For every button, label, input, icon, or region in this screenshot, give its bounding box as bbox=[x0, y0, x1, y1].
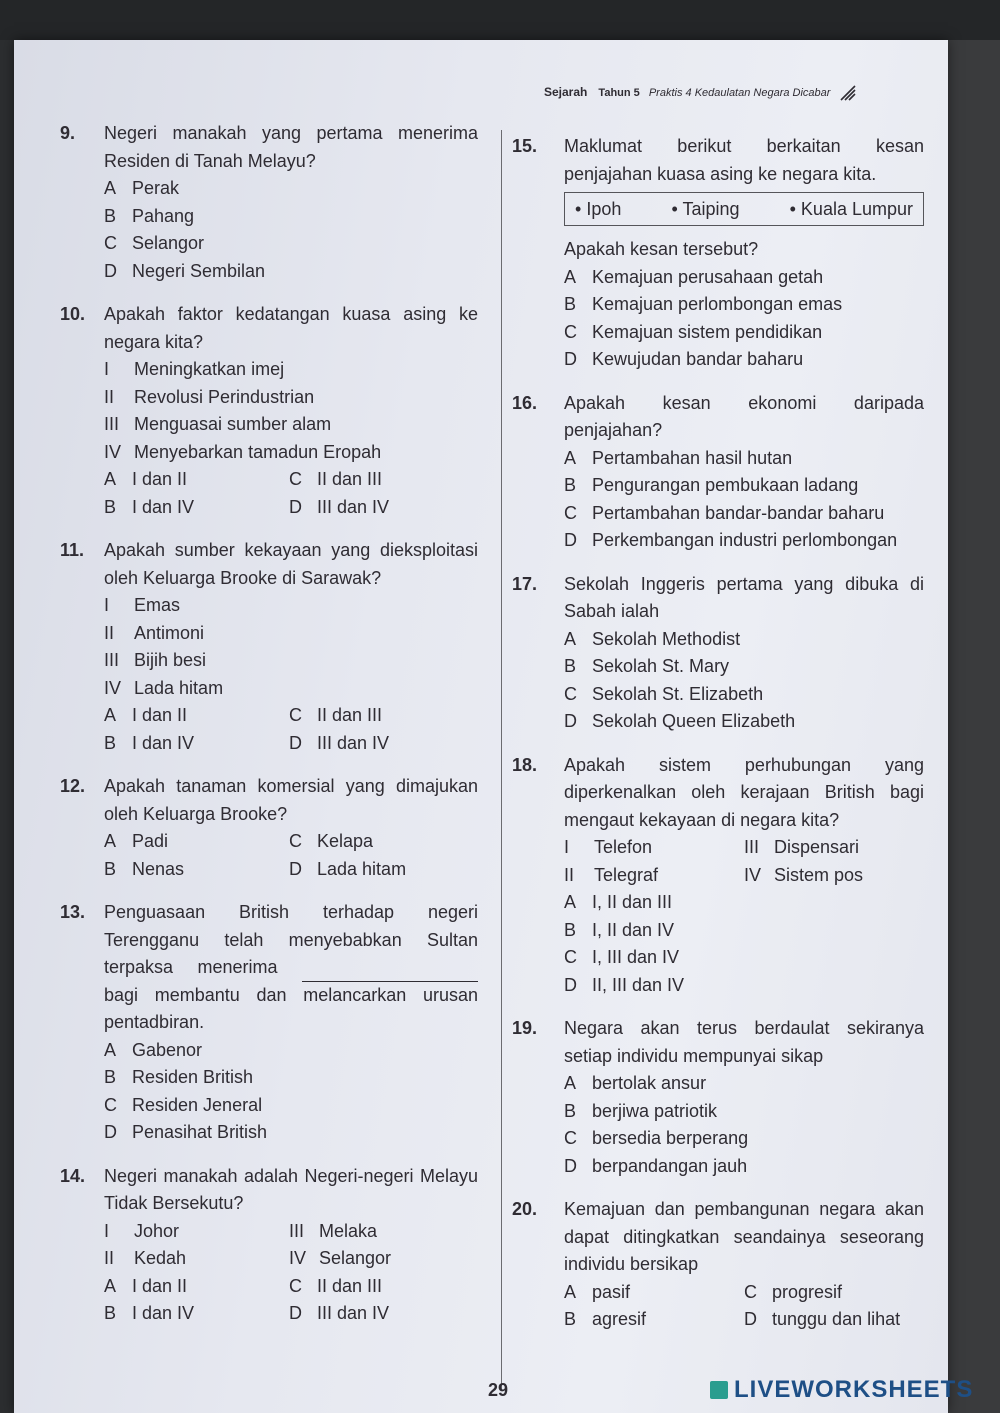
answer-option bbox=[104, 230, 478, 258]
answer-option bbox=[564, 972, 924, 1000]
question-gap bbox=[512, 999, 924, 1015]
question-gap bbox=[512, 1180, 924, 1196]
question-stem bbox=[60, 537, 478, 592]
question-stem bbox=[60, 1163, 478, 1218]
roman-statement bbox=[104, 356, 478, 384]
question-stem bbox=[512, 1015, 924, 1070]
roman-numeral: II bbox=[104, 386, 115, 407]
option-letter: B bbox=[564, 919, 577, 940]
roman-pair-row bbox=[564, 834, 924, 862]
option-text: Kemajuan perusahaan getah bbox=[592, 266, 824, 287]
roman-statement bbox=[289, 1218, 474, 1246]
question-text: Kemajuan dan pembangunan negara akan dapat ditingkatkan seandainya seseorang individu bersikap bbox=[564, 1199, 924, 1274]
question-number: 19. bbox=[512, 1018, 538, 1038]
option-text: Residen Jeneral bbox=[132, 1094, 263, 1115]
question-text-end: bagi membantu dan melancarkan urusan pentadbiran. bbox=[104, 984, 478, 1032]
answer-option bbox=[564, 1153, 924, 1181]
roman-statement bbox=[104, 647, 478, 675]
question-gap bbox=[512, 374, 924, 390]
roman-text: Menyebarkan tamadun Eropah bbox=[134, 441, 382, 462]
option-letter: C bbox=[289, 705, 302, 725]
option-letter: C bbox=[289, 469, 302, 489]
option-text: Pertambahan hasil hutan bbox=[592, 447, 793, 468]
answer-option bbox=[564, 291, 924, 319]
option-text: Kemajuan sistem pendidikan bbox=[592, 321, 823, 342]
answer-option bbox=[104, 856, 289, 884]
answer-option bbox=[104, 828, 289, 856]
option-letter: B bbox=[104, 732, 117, 753]
roman-text: Bijih besi bbox=[134, 650, 207, 670]
question-stem bbox=[512, 1196, 924, 1279]
roman-statement bbox=[744, 862, 924, 890]
roman-numeral: III bbox=[104, 650, 120, 670]
answer-option bbox=[564, 1279, 744, 1307]
option-pair-row bbox=[104, 466, 478, 494]
question-block bbox=[60, 773, 478, 883]
option-letter: A bbox=[104, 469, 117, 489]
roman-statement bbox=[564, 834, 744, 862]
option-letter: B bbox=[104, 858, 117, 879]
option-letter: B bbox=[564, 656, 577, 676]
option-text: bersedia berperang bbox=[592, 1128, 749, 1148]
question-text: Maklumat berikut berkaitan kesan penjajahan kuasa asing ke negara kita. bbox=[564, 136, 924, 184]
option-text: Sekolah St. Elizabeth bbox=[592, 683, 764, 704]
option-letter: D bbox=[564, 530, 577, 550]
option-letter: A bbox=[564, 628, 577, 649]
answer-option bbox=[104, 1119, 478, 1147]
option-letter: D bbox=[564, 1155, 577, 1176]
roman-text: Emas bbox=[134, 595, 181, 615]
question-stem bbox=[60, 899, 478, 1037]
answer-option bbox=[104, 1092, 478, 1120]
roman-text: Lada hitam bbox=[134, 677, 224, 698]
question-number: 20. bbox=[512, 1199, 538, 1219]
option-text: III dan IV bbox=[317, 1303, 390, 1323]
roman-statement bbox=[104, 592, 478, 620]
question-number: 11. bbox=[60, 540, 85, 560]
roman-statement bbox=[104, 1218, 289, 1246]
option-pair-row bbox=[104, 1300, 478, 1328]
option-pair-row bbox=[564, 1279, 924, 1307]
option-text: Selangor bbox=[132, 233, 205, 253]
option-letter: B bbox=[564, 1100, 577, 1121]
option-letter: B bbox=[564, 475, 577, 495]
option-letter: A bbox=[564, 1281, 577, 1302]
option-text: Penasihat British bbox=[132, 1122, 268, 1142]
answer-option bbox=[564, 944, 924, 972]
answer-option bbox=[289, 702, 474, 730]
option-letter: C bbox=[564, 321, 577, 342]
option-text: Sekolah Methodist bbox=[592, 628, 741, 649]
roman-numeral: III bbox=[744, 837, 760, 857]
answer-option bbox=[104, 730, 289, 758]
option-text: Perkembangan industri perlombongan bbox=[592, 530, 898, 550]
option-letter: B bbox=[104, 1303, 117, 1323]
answer-blank bbox=[302, 963, 478, 982]
question-number: 12. bbox=[60, 776, 86, 796]
roman-numeral: II bbox=[104, 1248, 115, 1268]
question-text bbox=[104, 899, 478, 1037]
option-text: Gabenor bbox=[132, 1039, 203, 1060]
roman-statement bbox=[289, 1245, 474, 1273]
question-gap bbox=[60, 883, 478, 899]
option-letter: C bbox=[564, 502, 577, 523]
option-text: I, II dan IV bbox=[592, 919, 675, 940]
question-block bbox=[512, 752, 924, 1000]
option-letter: D bbox=[289, 496, 302, 517]
option-letter: D bbox=[289, 858, 302, 879]
question-gap bbox=[512, 736, 924, 752]
option-text: I dan II bbox=[132, 705, 188, 725]
option-text: Pahang bbox=[132, 205, 195, 226]
right-column bbox=[512, 133, 924, 1334]
option-text: Nenas bbox=[132, 858, 185, 879]
option-text: pasif bbox=[592, 1281, 631, 1302]
option-pair-row bbox=[104, 1273, 478, 1301]
answer-option bbox=[564, 346, 924, 374]
question-stem bbox=[512, 752, 924, 835]
answer-option bbox=[104, 1064, 478, 1092]
answer-option bbox=[289, 856, 474, 884]
option-text: Kewujudan bandar baharu bbox=[592, 349, 804, 369]
roman-text: Menguasai sumber alam bbox=[134, 414, 332, 434]
option-text: Pertambahan bandar-bandar baharu bbox=[592, 502, 885, 523]
question-block bbox=[60, 899, 478, 1147]
option-text: III dan IV bbox=[317, 496, 390, 517]
answer-option bbox=[564, 681, 924, 709]
info-box bbox=[564, 192, 924, 226]
option-letter: D bbox=[564, 349, 577, 369]
header-subject: Sejarah bbox=[544, 85, 588, 99]
answer-option bbox=[104, 1273, 289, 1301]
option-text: berpandangan jauh bbox=[592, 1155, 748, 1176]
question-block bbox=[512, 390, 924, 555]
option-text: III dan IV bbox=[317, 732, 390, 753]
answer-option bbox=[564, 500, 924, 528]
option-text: I, II dan III bbox=[592, 892, 673, 912]
answer-option bbox=[564, 626, 924, 654]
option-text: Pengurangan pembukaan ladang bbox=[592, 475, 859, 495]
option-text: Lada hitam bbox=[317, 858, 407, 879]
question-block bbox=[60, 1163, 478, 1328]
option-letter: C bbox=[744, 1281, 757, 1302]
answer-option bbox=[564, 319, 924, 347]
option-text: tunggu dan lihat bbox=[772, 1309, 901, 1329]
answer-option bbox=[564, 708, 924, 736]
roman-text: Antimoni bbox=[134, 622, 205, 643]
option-letter: A bbox=[104, 1039, 117, 1060]
option-text: Sekolah Queen Elizabeth bbox=[592, 711, 796, 731]
roman-numeral: I bbox=[564, 837, 570, 857]
question-block bbox=[512, 571, 924, 736]
page-header bbox=[544, 85, 856, 101]
column-divider bbox=[501, 130, 502, 1390]
question-stem bbox=[512, 390, 924, 445]
answer-option bbox=[564, 472, 924, 500]
roman-statement bbox=[104, 411, 478, 439]
roman-statement bbox=[104, 384, 478, 412]
question-number: 14. bbox=[60, 1165, 86, 1186]
roman-statement bbox=[104, 675, 478, 703]
option-letter: C bbox=[564, 1128, 577, 1148]
question-text: Sekolah Inggeris pertama yang dibuka di Sabah ialah bbox=[564, 573, 924, 621]
roman-numeral: I bbox=[104, 1220, 110, 1241]
option-letter: A bbox=[104, 831, 117, 851]
info-box-item: • Kuala Lumpur bbox=[790, 197, 913, 221]
option-letter: C bbox=[564, 683, 577, 704]
answer-option bbox=[564, 1098, 924, 1126]
roman-text: Selangor bbox=[319, 1248, 392, 1268]
roman-numeral: III bbox=[104, 414, 120, 434]
option-letter: D bbox=[104, 260, 117, 281]
option-letter: A bbox=[564, 447, 577, 468]
option-text: II dan III bbox=[317, 469, 383, 489]
question-gap bbox=[512, 555, 924, 571]
answer-option bbox=[289, 828, 474, 856]
option-text: Kemajuan perlombongan emas bbox=[592, 294, 843, 314]
answer-option bbox=[564, 264, 924, 292]
roman-statement bbox=[104, 439, 478, 467]
option-text: I dan II bbox=[132, 469, 188, 489]
question-text: Negeri manakah adalah Negeri-negeri Melayu Tidak Bersekutu? bbox=[104, 1165, 478, 1213]
option-text: Negeri Sembilan bbox=[132, 260, 266, 281]
option-letter: A bbox=[564, 1073, 577, 1093]
option-text: Residen British bbox=[132, 1067, 254, 1087]
answer-option bbox=[289, 494, 474, 522]
option-text: progresif bbox=[772, 1281, 843, 1302]
question-number: 15. bbox=[512, 136, 538, 156]
left-column bbox=[60, 120, 478, 1328]
answer-option bbox=[289, 1273, 474, 1301]
question-text: Apakah sistem perhubungan yang diperkenalkan oleh kerajaan British bagi mengaut kekayaan di negara kita? bbox=[564, 754, 924, 830]
question-gap bbox=[60, 1147, 478, 1163]
option-text: bertolak ansur bbox=[592, 1073, 707, 1093]
option-letter: A bbox=[104, 1275, 117, 1296]
option-letter: C bbox=[289, 1275, 302, 1296]
roman-text: Telegraf bbox=[594, 864, 659, 885]
question-block bbox=[60, 120, 478, 285]
roman-statement bbox=[744, 834, 924, 862]
answer-option bbox=[744, 1279, 924, 1307]
option-pair-row bbox=[104, 730, 478, 758]
photo-top-background bbox=[0, 0, 1000, 40]
roman-text: Revolusi Perindustrian bbox=[134, 386, 315, 407]
answer-option bbox=[104, 494, 289, 522]
question-block bbox=[60, 301, 478, 521]
question-text: Apakah tanaman komersial yang dimajukan oleh Keluarga Brooke? bbox=[104, 776, 478, 824]
option-letter: C bbox=[104, 1094, 117, 1115]
roman-numeral: I bbox=[104, 595, 110, 615]
roman-text: Melaka bbox=[319, 1220, 378, 1241]
brand-text: LIVEWORKSHEETS bbox=[734, 1376, 974, 1403]
answer-option bbox=[564, 1125, 924, 1153]
roman-text: Dispensari bbox=[774, 837, 860, 857]
option-pair-row bbox=[104, 856, 478, 884]
option-letter: B bbox=[564, 294, 577, 314]
option-letter: D bbox=[289, 732, 302, 753]
answer-option bbox=[564, 1070, 924, 1098]
answer-option bbox=[564, 889, 924, 917]
option-letter: B bbox=[104, 1067, 117, 1087]
question-sub-stem bbox=[564, 236, 924, 264]
roman-text: Sistem pos bbox=[774, 864, 864, 885]
info-box-item: • Taiping bbox=[671, 197, 739, 221]
option-letter: C bbox=[289, 831, 302, 851]
option-text: I, III dan IV bbox=[592, 947, 680, 967]
option-letter: B bbox=[104, 205, 117, 226]
roman-numeral: IV bbox=[744, 864, 762, 885]
option-text: Perak bbox=[132, 178, 180, 198]
answer-option bbox=[564, 527, 924, 555]
question-text-start: Penguasaan British terhadap negeri Terengganu telah menyebabkan Sultan terpaksa menerima bbox=[104, 902, 478, 977]
answer-option bbox=[289, 730, 474, 758]
answer-option bbox=[104, 1037, 478, 1065]
photo-right-background bbox=[948, 40, 1000, 1413]
roman-numeral: I bbox=[104, 359, 110, 379]
option-letter: B bbox=[564, 1309, 577, 1329]
option-letter: A bbox=[564, 266, 577, 287]
roman-pair-row bbox=[104, 1218, 478, 1246]
question-number: 9. bbox=[60, 123, 76, 143]
question-number: 13. bbox=[60, 902, 86, 922]
question-text: Negeri manakah yang pertama menerima Residen di Tanah Melayu? bbox=[104, 123, 478, 171]
question-block bbox=[60, 537, 478, 757]
question-text: Apakah sumber kekayaan yang dieksploitasi oleh Keluarga Brooke di Sarawak? bbox=[104, 540, 478, 588]
question-text: Apakah faktor kedatangan kuasa asing ke negara kita? bbox=[104, 304, 478, 352]
question-text: Negara akan terus berdaulat sekiranya setiap individu mempunyai sikap bbox=[564, 1018, 924, 1066]
option-letter: A bbox=[564, 892, 577, 912]
option-letter: A bbox=[104, 705, 117, 725]
answer-option bbox=[289, 1300, 474, 1328]
option-text: Kelapa bbox=[317, 831, 374, 851]
question-stem bbox=[512, 571, 924, 626]
option-text: I dan IV bbox=[132, 1303, 195, 1323]
answer-option bbox=[104, 258, 478, 286]
roman-statement bbox=[104, 620, 478, 648]
answer-option bbox=[744, 1306, 924, 1334]
option-letter: B bbox=[104, 496, 117, 517]
answer-option bbox=[564, 653, 924, 681]
roman-numeral: II bbox=[564, 864, 575, 885]
answer-option bbox=[289, 466, 474, 494]
question-number: 17. bbox=[512, 573, 538, 594]
question-stem bbox=[60, 301, 478, 356]
option-letter: A bbox=[104, 178, 117, 198]
roman-text: Meningkatkan imej bbox=[134, 359, 285, 379]
option-pair-row bbox=[104, 702, 478, 730]
series-logo-icon bbox=[840, 85, 856, 101]
question-block bbox=[512, 1015, 924, 1180]
roman-pair-row bbox=[104, 1245, 478, 1273]
sub-stem-text: Apakah kesan tersebut? bbox=[564, 239, 759, 259]
roman-text: Kedah bbox=[134, 1248, 187, 1268]
brand-logo-icon bbox=[710, 1381, 728, 1399]
option-text: I dan IV bbox=[132, 496, 195, 517]
answer-option bbox=[564, 1306, 744, 1334]
roman-numeral: IV bbox=[289, 1248, 307, 1268]
option-text: Sekolah St. Mary bbox=[592, 656, 730, 676]
option-letter: C bbox=[104, 233, 117, 253]
option-pair-row bbox=[104, 828, 478, 856]
question-number: 16. bbox=[512, 392, 538, 413]
option-text: berjiwa patriotik bbox=[592, 1100, 718, 1121]
option-pair-row bbox=[104, 494, 478, 522]
question-block bbox=[512, 133, 924, 374]
question-number: 10. bbox=[60, 304, 86, 324]
question-stem bbox=[60, 773, 478, 828]
answer-option bbox=[104, 175, 478, 203]
option-letter: D bbox=[289, 1303, 302, 1323]
option-letter: D bbox=[564, 711, 577, 731]
answer-option bbox=[104, 466, 289, 494]
roman-pair-row bbox=[564, 862, 924, 890]
header-year: Tahun 5 bbox=[598, 87, 640, 99]
question-stem bbox=[512, 133, 924, 188]
roman-numeral: II bbox=[104, 622, 115, 643]
answer-option bbox=[104, 702, 289, 730]
roman-text: Telefon bbox=[594, 837, 653, 857]
question-stem bbox=[60, 120, 478, 175]
answer-option bbox=[564, 917, 924, 945]
answer-option bbox=[104, 203, 478, 231]
header-title: Praktis 4 Kedaulatan Negara Dicabar bbox=[648, 87, 831, 99]
roman-text: Johor bbox=[134, 1220, 180, 1241]
roman-numeral: IV bbox=[104, 677, 122, 698]
question-gap bbox=[60, 521, 478, 537]
roman-numeral: III bbox=[289, 1220, 305, 1241]
option-letter: C bbox=[564, 947, 577, 967]
roman-statement bbox=[104, 1245, 289, 1273]
answer-option bbox=[104, 1300, 289, 1328]
question-gap bbox=[60, 757, 478, 773]
option-letter: D bbox=[104, 1122, 117, 1142]
option-text: II dan III bbox=[317, 1275, 383, 1296]
page-number: 29 bbox=[488, 1380, 509, 1400]
option-text: I dan II bbox=[132, 1275, 188, 1296]
worksheet-page bbox=[14, 40, 974, 1413]
option-pair-row bbox=[564, 1306, 924, 1334]
option-letter: D bbox=[564, 974, 577, 995]
option-letter: D bbox=[744, 1309, 757, 1329]
option-text: I dan IV bbox=[132, 732, 195, 753]
roman-numeral: IV bbox=[104, 441, 122, 462]
option-text: II, III dan IV bbox=[592, 974, 685, 995]
info-box-item: • Ipoh bbox=[575, 197, 621, 221]
option-text: agresif bbox=[592, 1309, 647, 1329]
question-text: Apakah kesan ekonomi daripada penjajahan? bbox=[564, 392, 924, 440]
liveworksheets-brand bbox=[710, 1376, 973, 1404]
question-number: 18. bbox=[512, 754, 538, 775]
option-text: Padi bbox=[132, 831, 169, 851]
option-text: II dan III bbox=[317, 705, 383, 725]
answer-option bbox=[564, 445, 924, 473]
roman-statement bbox=[564, 862, 744, 890]
question-gap bbox=[60, 285, 478, 301]
question-block bbox=[512, 1196, 924, 1334]
